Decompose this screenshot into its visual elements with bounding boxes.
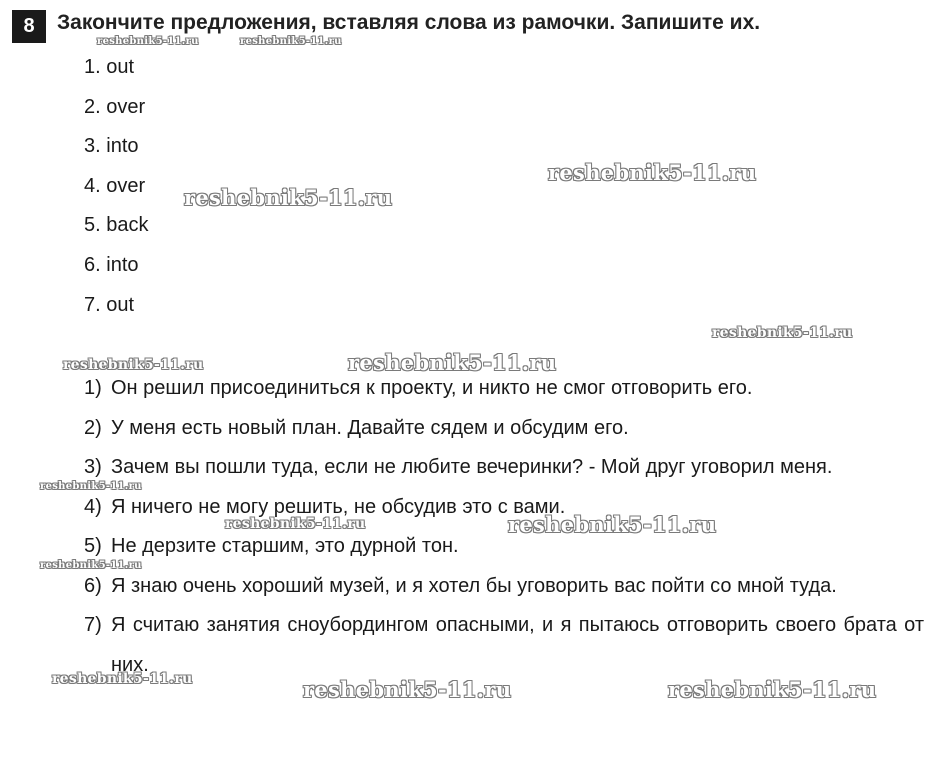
- answer-word: out: [106, 56, 135, 78]
- answer-label: 4.: [84, 174, 101, 197]
- answer-item: [84, 252, 149, 292]
- answer-word: back: [106, 214, 149, 237]
- translation-item: [84, 488, 924, 528]
- watermark: reshebnik5-11.ru: [52, 671, 193, 687]
- translation-item: [84, 527, 924, 567]
- watermark: reshebnik5-11.ru: [712, 325, 853, 341]
- answer-label: 3.: [84, 135, 101, 158]
- answer-word: into: [106, 135, 139, 158]
- translation-text: Не дерзите старшим, это дурной тон.: [111, 535, 459, 557]
- translation-number: 3): [84, 456, 102, 478]
- translation-item: [84, 448, 924, 488]
- answer-label: 7.: [84, 293, 101, 316]
- translation-number: 4): [84, 495, 102, 518]
- translation-text: Он решил присоединиться к проекту, и никто не смог отговорить его.: [111, 377, 753, 399]
- watermark: reshebnik5-11.ru: [548, 160, 757, 185]
- translation-number: 2): [84, 416, 102, 439]
- watermark: reshebnik5-11.ru: [40, 481, 142, 492]
- answer-label: 2.: [84, 95, 101, 118]
- answer-word: out: [106, 293, 135, 316]
- translation-item: [84, 409, 924, 449]
- translation-number: 7): [84, 614, 102, 636]
- answer-item: [84, 292, 149, 332]
- translation-number: 5): [84, 535, 102, 557]
- translation-item: [84, 567, 924, 607]
- answer-label: 1.: [84, 56, 101, 78]
- watermark: reshebnik5-11.ru: [508, 512, 717, 537]
- translation-number: 1): [84, 377, 102, 399]
- answer-label: 6.: [84, 253, 101, 276]
- translation-text: Зачем вы пошли туда, если не любите вечеринки? - Мой друг уговорил меня.: [111, 456, 833, 478]
- answer-label: 5.: [84, 214, 101, 237]
- translation-text: У меня есть новый план. Давайте сядем и обсудим его.: [111, 416, 629, 439]
- answer-word: over: [106, 95, 146, 118]
- watermark: reshebnik5-11.ru: [97, 36, 199, 47]
- translation-number: 6): [84, 574, 102, 597]
- translation-text: Я считаю занятия сноубордингом опасными, и я пытаюсь отговорить своего брата от них.: [111, 614, 924, 676]
- answer-item: [84, 94, 149, 134]
- answer-word: into: [106, 253, 139, 276]
- answer-list: [84, 54, 149, 331]
- translation-text: Я знаю очень хороший музей, и я хотел бы уговорить вас пойти со мной туда.: [111, 574, 837, 597]
- answer-item: [84, 173, 149, 213]
- watermark: reshebnik5-11.ru: [668, 677, 877, 702]
- translation-text: Я ничего не могу решить, не обсудив это с вами.: [111, 495, 566, 518]
- watermark: reshebnik5-11.ru: [225, 516, 366, 532]
- watermark: reshebnik5-11.ru: [184, 185, 393, 210]
- watermark: reshebnik5-11.ru: [63, 357, 204, 373]
- task-title: Закончите предложения, вставляя слова из рамочки. Запишите их.: [57, 11, 761, 34]
- watermark: reshebnik5-11.ru: [348, 350, 557, 375]
- watermark: reshebnik5-11.ru: [240, 36, 342, 47]
- answer-item: [84, 212, 149, 252]
- translation-item: [84, 606, 924, 685]
- answer-item: [84, 54, 149, 94]
- answer-word: over: [106, 174, 146, 197]
- translation-list: [84, 369, 924, 685]
- watermark: reshebnik5-11.ru: [40, 560, 142, 571]
- watermark: reshebnik5-11.ru: [303, 677, 512, 702]
- exercise-number-badge: 8: [12, 10, 46, 43]
- answer-item: [84, 133, 149, 173]
